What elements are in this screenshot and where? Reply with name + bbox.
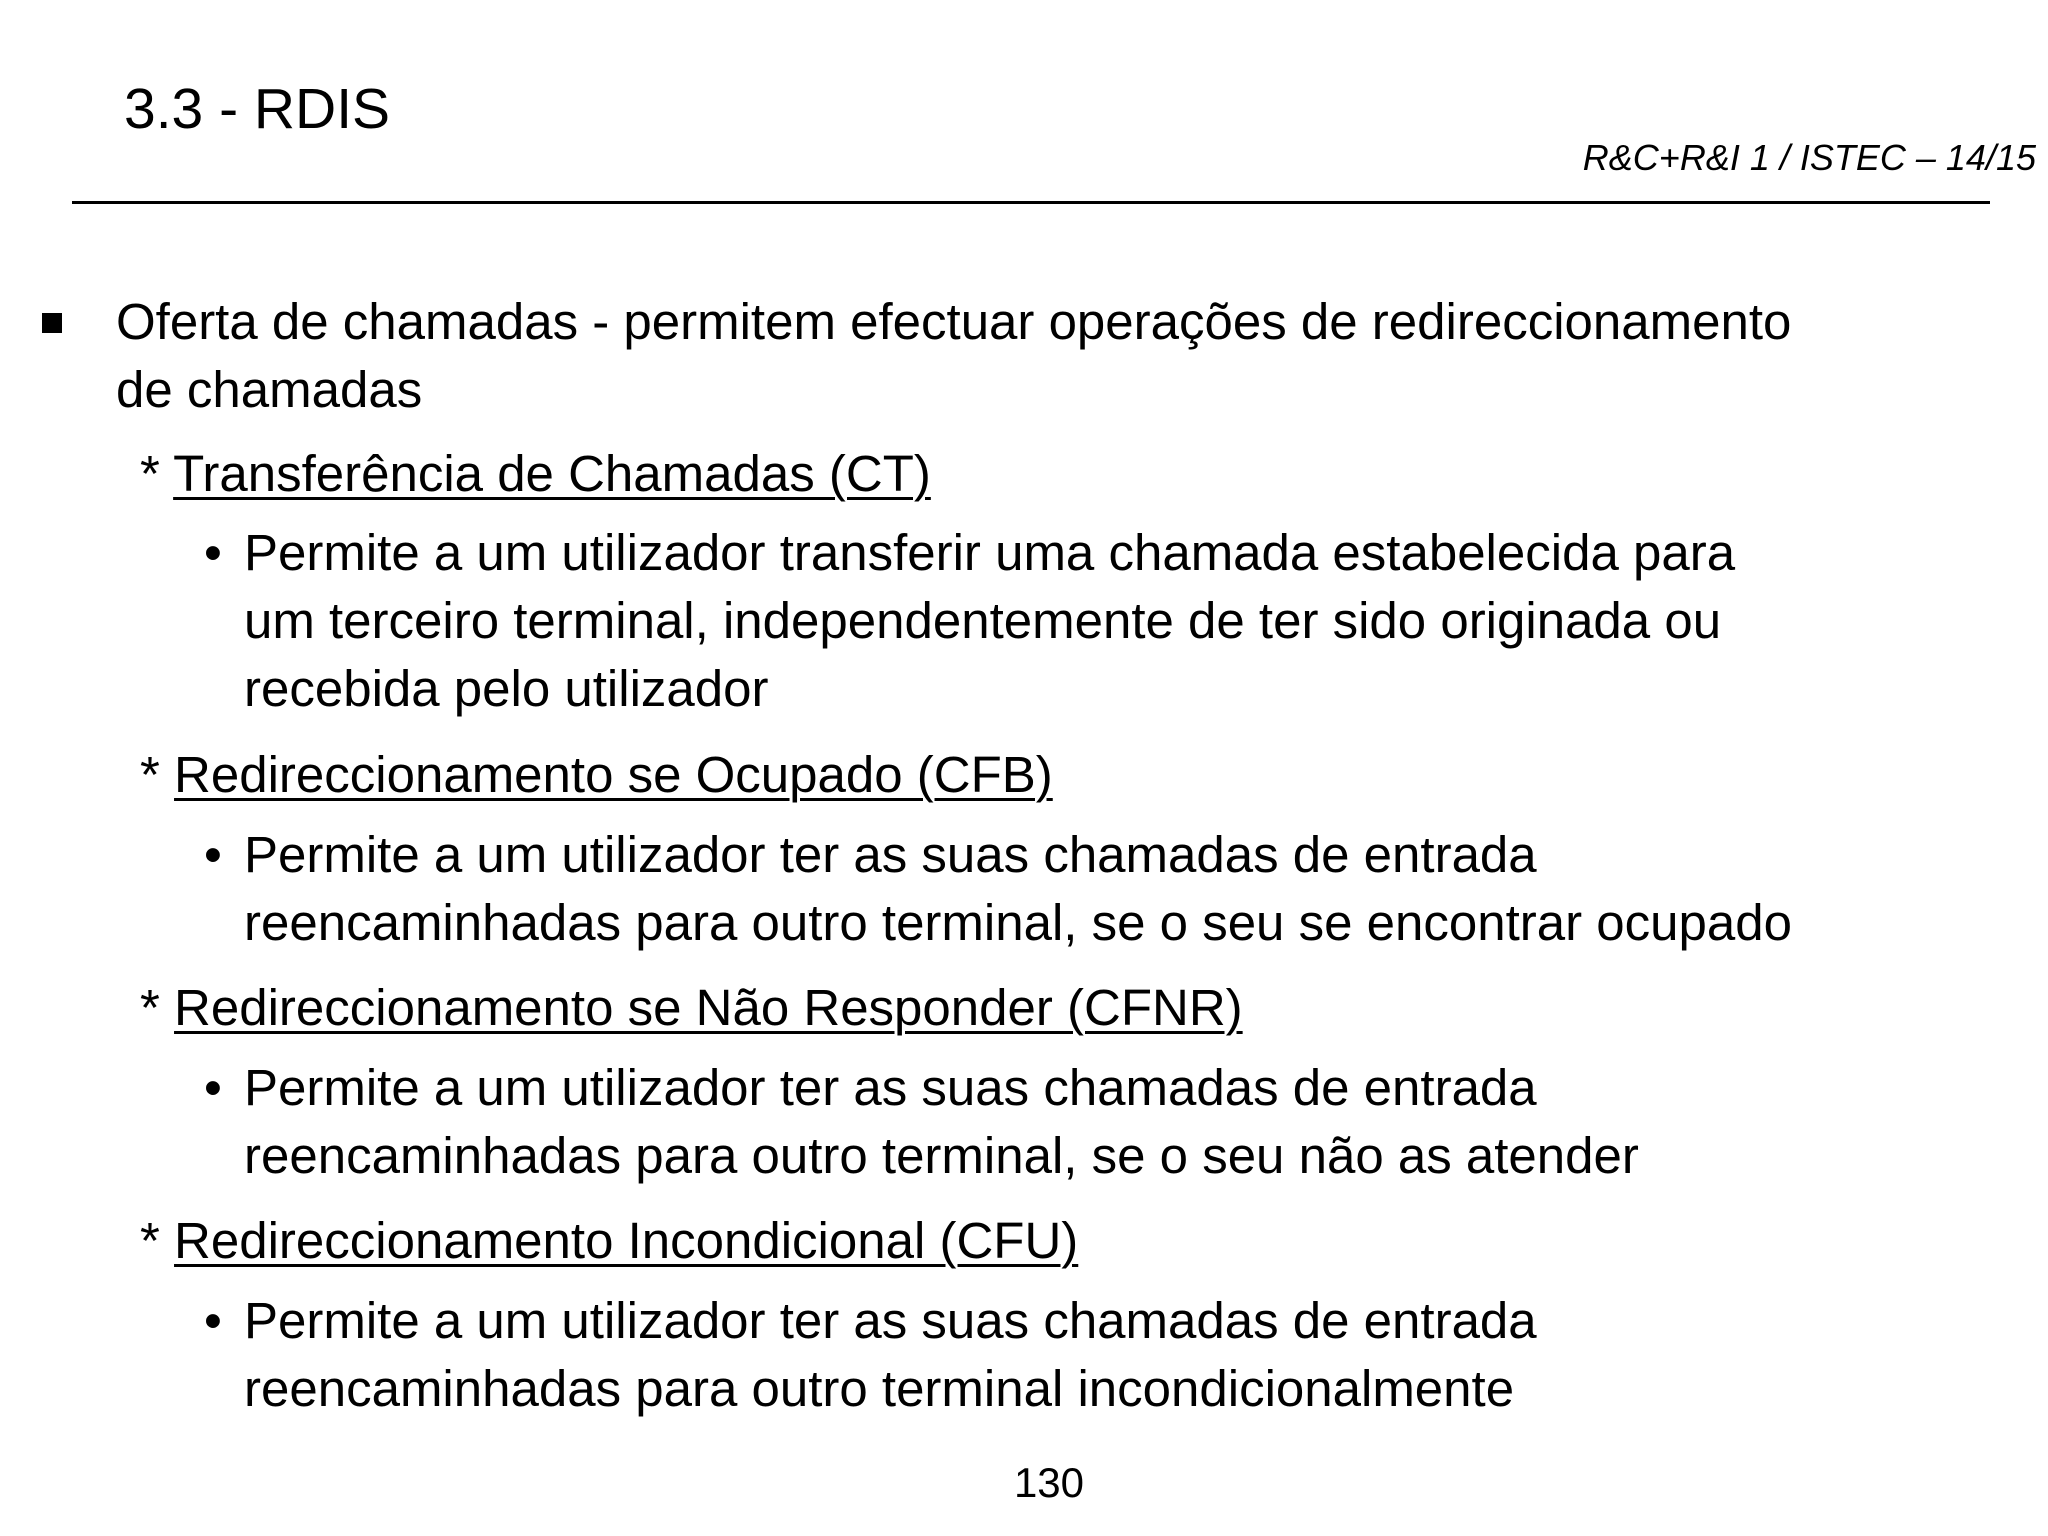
item-description-line: um terceiro terminal, independentemente de ter sido originada ou — [244, 592, 1722, 649]
item-description-line: recebida pelo utilizador — [244, 660, 769, 717]
item-description-line: Permite a um utilizador ter as suas chamadas de entrada — [244, 1292, 1537, 1349]
list-item-heading — [140, 978, 1243, 1038]
bullet-dot-icon: • — [204, 1292, 222, 1349]
list-item-heading — [140, 745, 1053, 805]
item-description-line: Permite a um utilizador transferir uma chamada estabelecida para — [244, 524, 1736, 581]
intro-line-1: Oferta de chamadas - permitem efectuar operações de redireccionamento — [116, 293, 1792, 350]
page-number: 130 — [1013, 1459, 1085, 1506]
asterisk-marker: * — [140, 1212, 160, 1269]
course-reference: R&C+R&I 1 / ISTEC – 14/15 — [1582, 137, 2036, 178]
bullet-dot-icon: • — [204, 1059, 222, 1116]
item-heading-text: Redireccionamento Incondicional (CFU) — [174, 1212, 1079, 1269]
bullet-dot-icon: • — [204, 524, 222, 581]
slide-title: 3.3 - RDIS — [124, 77, 391, 141]
square-bullet-icon — [42, 313, 62, 333]
item-heading-text: Redireccionamento se Não Responder (CFNR) — [174, 979, 1243, 1036]
header-divider — [72, 201, 1990, 204]
item-description-line: reencaminhadas para outro terminal, se o seu se encontrar ocupado — [244, 894, 1792, 951]
item-heading-text: Redireccionamento se Ocupado (CFB) — [174, 746, 1053, 803]
item-description-line: reencaminhadas para outro terminal, se o seu não as atender — [244, 1127, 1639, 1184]
item-description-line: Permite a um utilizador ter as suas chamadas de entrada — [244, 826, 1537, 883]
list-item-heading — [140, 444, 931, 504]
asterisk-marker: * — [140, 979, 160, 1036]
list-item-heading — [140, 1211, 1078, 1271]
bullet-dot-icon: • — [204, 826, 222, 883]
item-heading-text: Transferência de Chamadas (CT) — [173, 445, 931, 502]
item-description-line: Permite a um utilizador ter as suas chamadas de entrada — [244, 1059, 1537, 1116]
item-description-line: reencaminhadas para outro terminal incondicionalmente — [244, 1360, 1515, 1417]
asterisk-marker: * — [140, 445, 160, 502]
asterisk-marker: * — [140, 746, 160, 803]
intro-line-2: de chamadas — [116, 361, 423, 418]
